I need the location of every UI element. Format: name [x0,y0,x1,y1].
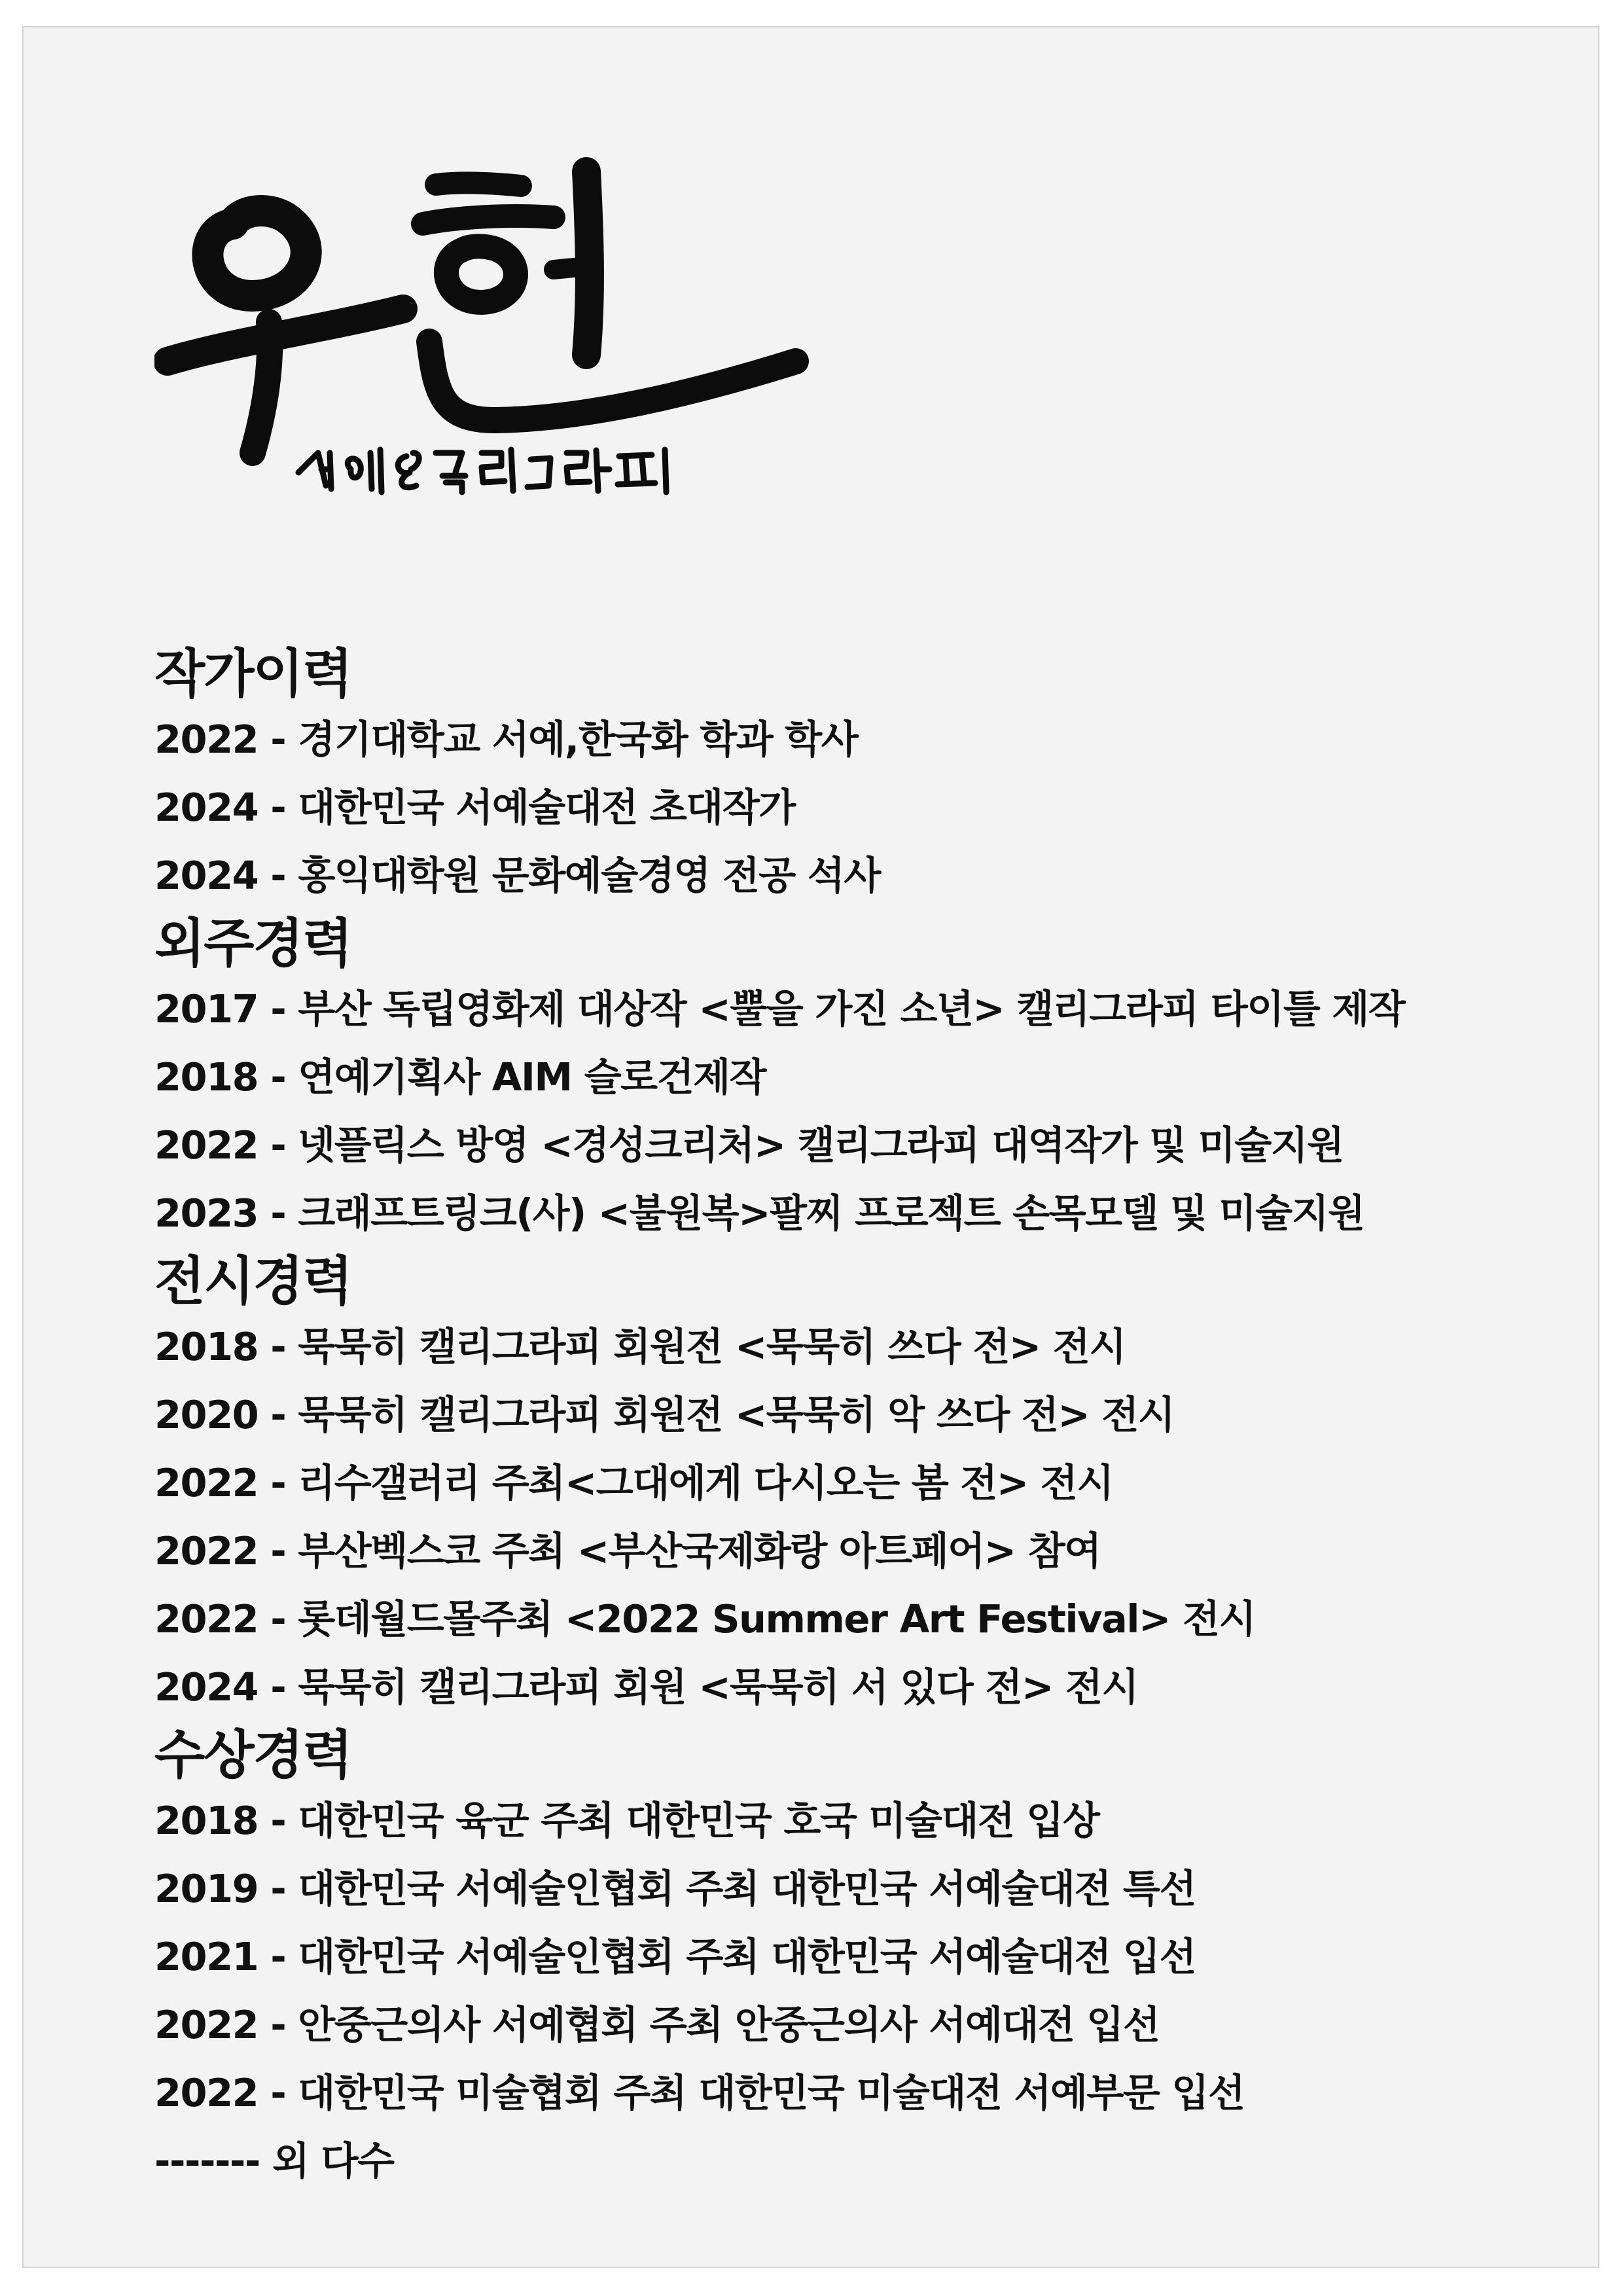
list-item: 2024 - 묵묵히 캘리그라피 회원 <묵묵히 서 있다 전> 전시 [154,1664,1138,1710]
list-item: 2018 - 묵묵히 캘리그라피 회원전 <묵묵히 쓰다 전> 전시 [154,1324,1126,1369]
list-item: ------- 외 다수 [154,2138,394,2183]
section-heading: 작가이력 [154,643,352,704]
calligraphy-logo [154,145,874,551]
section-heading: 전시경력 [154,1251,352,1312]
section-heading: 수상경력 [154,1725,352,1785]
list-item: 2022 - 경기대학교 서예,한국화 학과 학사 [154,717,858,762]
list-item: 2024 - 홍익대학원 문화예술경영 전공 석사 [154,853,880,898]
list-item: 2022 - 넷플릭스 방영 <경성크리처> 캘리그라피 대역작가 및 미술지원 [154,1122,1344,1168]
list-item: 2017 - 부산 독립영화제 대상작 <뿔을 가진 소년> 캘리그라피 타이틀 제작 [154,986,1405,1031]
list-item: 2022 - 안중근의사 서예협회 주최 안중근의사 서예대전 입선 [154,2002,1160,2047]
list-item: 2020 - 묵묵히 캘리그라피 회원전 <묵묵히 악 쓰다 전> 전시 [154,1392,1175,1437]
list-item: 2019 - 대한민국 서예술인협회 주최 대한민국 서예술대전 특선 [154,1866,1196,1911]
list-item: 2022 - 대한민국 미술협회 주최 대한민국 미술대전 서예부문 입선 [154,2070,1245,2115]
document-page [22,26,1599,2268]
section-career [154,643,1561,910]
list-item: 2024 - 대한민국 서예술대전 초대작가 [154,785,795,830]
section-heading: 외주경력 [154,913,352,974]
section-awards [154,1724,1561,2195]
list-item: 2022 - 리수갤러리 주최<그대에게 다시오는 봄 전> 전시 [154,1460,1113,1505]
list-item: 2022 - 롯데월드몰주최 <2022 Summer Art Festival> 전시 [154,1596,1255,1641]
section-exhibitions [154,1250,1561,1721]
list-item: 2018 - 연예기획사 AIM 슬로건제작 [154,1054,766,1100]
list-item: 2022 - 부산벡스코 주최 <부산국제화랑 아트페어> 참여 [154,1528,1101,1573]
list-item: 2018 - 대한민국 육군 주최 대한민국 호국 미술대전 입상 [154,1798,1099,1843]
resume-content [154,643,1561,2195]
list-item: 2023 - 크래프트링크(사) <불원복>팔찌 프로젝트 손목모델 및 미술지원 [154,1191,1364,1236]
section-freelance [154,912,1561,1247]
list-item: 2021 - 대한민국 서예술인협회 주최 대한민국 서예술대전 입선 [154,1934,1196,1979]
